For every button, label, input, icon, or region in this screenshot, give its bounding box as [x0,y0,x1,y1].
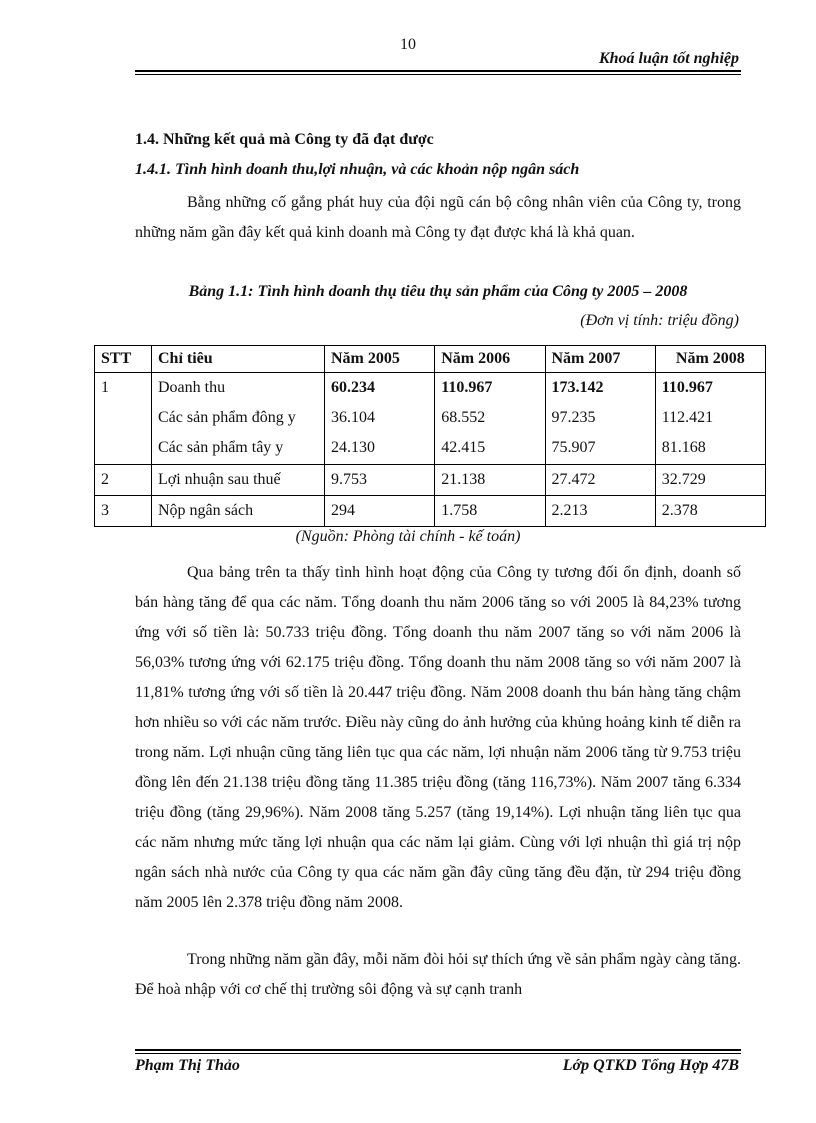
footer-divider [135,1049,741,1054]
col-header-2008: Năm 2008 [655,346,765,373]
col-header-indicator: Chỉ tiêu [152,346,325,373]
unit-note: (Đơn vị tính: triệu đồng) [580,312,739,329]
cell-stt: 1 [95,373,152,465]
page-number: 10 [400,36,416,53]
value-revenue: 110.967 [441,379,493,396]
value-western: 75.907 [551,439,596,456]
table-row [95,373,766,465]
col-header-2005: Năm 2005 [325,346,435,373]
cell-indicator: Lợi nhuận sau thuế [152,465,325,496]
table-source-note: (Nguồn: Phòng tài chính - kế toán) [295,528,521,545]
cell-stt: 2 [95,465,152,496]
table-header-row [95,346,766,373]
cell-2006: 1.758 [435,496,545,527]
value-revenue: 60.234 [331,379,375,396]
analysis-paragraph: Qua bảng trên ta thấy tình hình hoạt động của Công ty tương đối ổn định, doanh số bán hàng tăng để qua các năm. Tổng doanh thu năm 2006 tăng so với 2005 là 84,23% tương ứng với số tiền là: 50.733 triệu đồng. Tổng doanh thu năm 2007 tăng so với năm 2006 là 56,03% tương ứng với 62.175 triệu đồng. Tổng doanh thu năm 2008 tăng so với năm 2007 là 11,81% tương ứng với số tiền là 20.447 triệu đồng. Năm 2008 doanh thu bán hàng tăng chậm hơn nhiều so với các năm trước. Điều này cũng do ảnh hưởng của khủng hoảng kinh tế diễn ra trong năm. Lợi nhuận cũng tăng liên tục qua các năm, lợi nhuận năm 2006 tăng từ 9.753 triệu đồng lên đến 21.138 triệu đồng tăng 11.385 triệu đồng (tăng 116,73%). Năm 2007 tăng 6.334 triệu đồng (tăng 29,96%). Năm 2008 tăng 5.257 (tăng 19,14%). Lợi nhuận tăng liên tục qua các năm nhưng mức tăng lợi nhuận qua các năm lại giảm. Cùng với lợi nhuận thì giá trị nộp ngân sách nhà nước của Công ty qua các năm gần đây cũng tăng đều đặn, từ 294 triệu đồng năm 2005 lên 2.378 triệu đồng năm 2008. [135,564,741,911]
footer-class: Lớp QTKD Tổng Hợp 47B [562,1057,739,1074]
cell-2007: 2.213 [545,496,655,527]
cell-2006: 21.138 [435,465,545,496]
table-row [95,496,766,527]
cell-indicator [152,373,325,465]
closing-paragraph: Trong những năm gần đây, mỗi năm đòi hỏi sự thích ứng về sản phẩm ngày càng tăng. Để hoà nhập với cơ chế thị trường sôi động và sự cạnh tranh [135,951,741,998]
subsection-heading: 1.4.1. Tình hình doanh thu,lợi nhuận, và các khoản nộp ngân sách [135,161,580,178]
col-header-2006: Năm 2006 [435,346,545,373]
cell-2005: 9.753 [325,465,435,496]
header-divider [135,70,741,75]
value-revenue: 173.142 [551,379,604,396]
value-eastern: 36.104 [331,409,375,426]
value-eastern: 112.421 [661,409,714,426]
cell-2008: 2.378 [655,496,765,527]
table-row [95,465,766,496]
value-western: 42.415 [441,439,486,456]
value-eastern: 68.552 [441,409,486,426]
cell-2008: 32.729 [655,465,765,496]
cell-2007: 27.472 [545,465,655,496]
value-eastern: 97.235 [551,409,596,426]
value-revenue: 110.967 [661,379,713,396]
cell-2005 [325,373,435,465]
indicator-eastern-medicine: Các sản phẩm đông y [158,409,296,426]
table-caption: Bảng 1.1: Tình hình doanh thụ tiêu thụ sản phẩm của Công ty 2005 – 2008 [188,283,688,300]
cell-2007 [545,373,655,465]
cell-2005: 294 [325,496,435,527]
value-western: 24.130 [331,439,375,456]
intro-paragraph: Bằng những cố gắng phát huy của đội ngũ cán bộ công nhân viên của Công ty, trong những năm gần đây kết quả kinh doanh mà Công ty đạt được khá là khả quan. [135,194,741,241]
indicator-western-medicine: Các sản phẩm tây y [158,439,284,456]
cell-indicator: Nộp ngân sách [152,496,325,527]
col-header-stt: STT [95,346,152,373]
cell-stt: 3 [95,496,152,527]
revenue-table [94,345,766,527]
section-heading: 1.4. Những kết quả mà Công ty đã đạt được [135,131,434,148]
cell-2006 [435,373,545,465]
value-western: 81.168 [661,439,706,456]
cell-2008 [655,373,765,465]
footer-author: Phạm Thị Thảo [135,1057,240,1074]
col-header-2007: Năm 2007 [545,346,655,373]
indicator-revenue: Doanh thu [158,379,226,396]
header-title: Khoá luận tốt nghiệp [598,50,739,67]
